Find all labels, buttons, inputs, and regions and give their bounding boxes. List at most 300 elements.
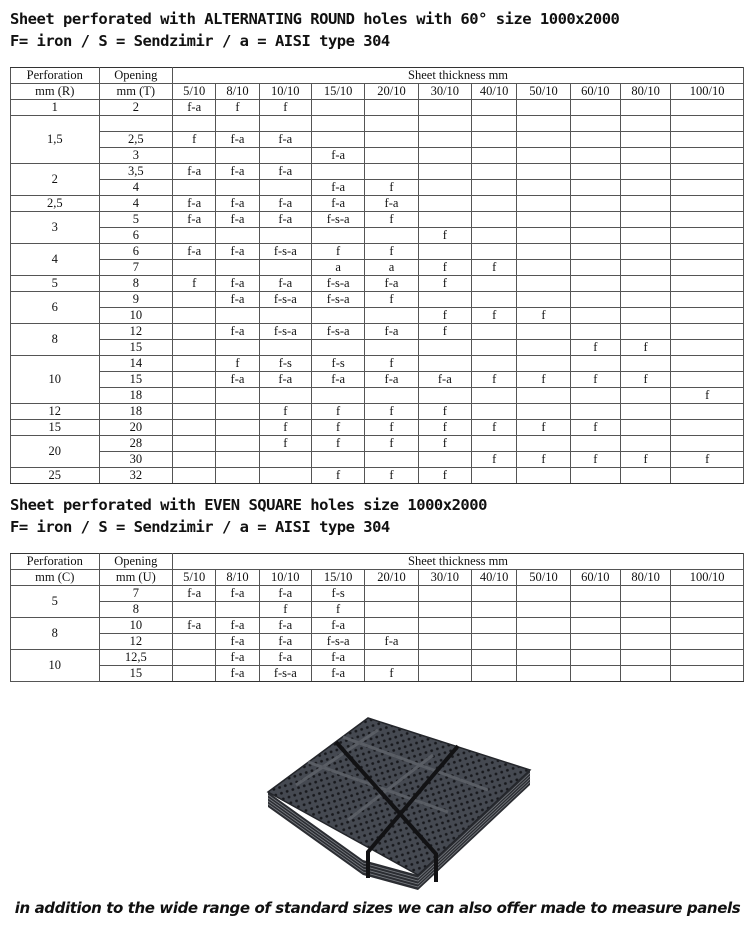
availability-cell <box>620 388 670 404</box>
availability-cell <box>216 180 259 196</box>
opening-value: 15 <box>99 372 172 388</box>
availability-cell: f <box>472 420 517 436</box>
availability-cell <box>472 356 517 372</box>
availability-cell <box>620 212 670 228</box>
availability-cell <box>173 148 216 164</box>
availability-cell <box>620 650 670 666</box>
thickness-label: 50/10 <box>517 84 570 100</box>
table-row <box>11 100 744 116</box>
opening-value: 12 <box>99 634 172 650</box>
availability-cell <box>472 666 517 682</box>
opening-value: 9 <box>99 292 172 308</box>
availability-cell <box>216 602 259 618</box>
availability-cell <box>517 276 570 292</box>
availability-cell <box>620 618 670 634</box>
availability-cell <box>472 100 517 116</box>
availability-cell: f <box>418 420 471 436</box>
availability-cell <box>517 618 570 634</box>
opening-value: 10 <box>99 308 172 324</box>
availability-cell <box>173 292 216 308</box>
perforation-header: Perforation <box>11 554 100 570</box>
thickness-label: 80/10 <box>620 570 670 586</box>
availability-cell <box>365 228 418 244</box>
availability-cell: f-a <box>311 196 364 212</box>
availability-cell <box>216 420 259 436</box>
availability-cell <box>517 292 570 308</box>
availability-cell <box>216 340 259 356</box>
availability-cell: f-s-a <box>259 324 311 340</box>
availability-cell <box>517 244 570 260</box>
thickness-label: 10/10 <box>259 84 311 100</box>
availability-cell <box>418 340 471 356</box>
availability-cell <box>259 468 311 484</box>
availability-cell <box>472 602 517 618</box>
availability-cell: f <box>570 372 620 388</box>
availability-cell <box>259 116 311 132</box>
availability-cell <box>570 260 620 276</box>
availability-cell <box>173 372 216 388</box>
availability-cell: f-a <box>216 666 259 682</box>
table-row <box>11 196 744 212</box>
availability-cell <box>620 666 670 682</box>
opening-value: 15 <box>99 666 172 682</box>
availability-cell <box>365 388 418 404</box>
table-row <box>11 180 744 196</box>
table-row <box>11 372 744 388</box>
perforation-value: 1 <box>11 100 100 116</box>
availability-cell <box>418 618 471 634</box>
availability-cell <box>472 468 517 484</box>
thickness-label: 40/10 <box>472 570 517 586</box>
availability-cell <box>570 116 620 132</box>
availability-cell <box>620 196 670 212</box>
availability-cell <box>570 356 620 372</box>
table-row <box>11 356 744 372</box>
availability-cell: f-a <box>173 212 216 228</box>
availability-cell: f <box>311 468 364 484</box>
opening-value: 2,5 <box>99 132 172 148</box>
availability-cell: f <box>570 340 620 356</box>
availability-cell <box>620 468 670 484</box>
availability-cell: f <box>671 452 744 468</box>
availability-cell <box>671 180 744 196</box>
availability-cell <box>671 404 744 420</box>
availability-cell <box>671 468 744 484</box>
perforation-value: 1,5 <box>11 116 100 164</box>
availability-cell <box>216 468 259 484</box>
availability-cell <box>472 618 517 634</box>
availability-cell <box>517 634 570 650</box>
availability-cell <box>472 634 517 650</box>
availability-cell: f <box>620 340 670 356</box>
opening-value: 10 <box>99 618 172 634</box>
availability-cell <box>620 436 670 452</box>
availability-cell: f-a <box>259 372 311 388</box>
availability-cell <box>472 228 517 244</box>
availability-cell <box>418 196 471 212</box>
availability-cell <box>472 116 517 132</box>
availability-cell: f-a <box>311 650 364 666</box>
availability-cell: f <box>365 212 418 228</box>
availability-cell: f-a <box>365 196 418 212</box>
availability-cell <box>671 276 744 292</box>
availability-cell: f-a <box>365 634 418 650</box>
thickness-label: 80/10 <box>620 84 670 100</box>
availability-cell: f <box>472 452 517 468</box>
table-row <box>11 634 744 650</box>
availability-cell: f-a <box>173 618 216 634</box>
availability-cell <box>216 452 259 468</box>
availability-cell <box>365 164 418 180</box>
availability-cell <box>365 586 418 602</box>
perforation-value: 10 <box>11 356 100 404</box>
availability-cell <box>418 388 471 404</box>
availability-cell: f-a <box>259 634 311 650</box>
availability-cell: f <box>259 436 311 452</box>
availability-cell <box>517 228 570 244</box>
availability-cell <box>311 100 364 116</box>
thickness-label: 15/10 <box>311 570 364 586</box>
availability-cell <box>418 634 471 650</box>
availability-cell <box>570 180 620 196</box>
availability-cell <box>311 228 364 244</box>
availability-cell <box>173 602 216 618</box>
opening-value: 28 <box>99 436 172 452</box>
availability-cell <box>671 666 744 682</box>
availability-cell <box>570 388 620 404</box>
table-row <box>11 436 744 452</box>
thickness-label: 20/10 <box>365 84 418 100</box>
perforation-value: 20 <box>11 436 100 468</box>
thickness-label: 10/10 <box>259 570 311 586</box>
availability-cell <box>517 164 570 180</box>
availability-cell <box>570 244 620 260</box>
availability-cell <box>365 340 418 356</box>
availability-cell <box>570 212 620 228</box>
availability-cell <box>671 292 744 308</box>
availability-cell <box>671 164 744 180</box>
table-row <box>11 586 744 602</box>
availability-cell <box>671 100 744 116</box>
table-row <box>11 388 744 404</box>
availability-cell <box>570 292 620 308</box>
opening-value: 8 <box>99 602 172 618</box>
availability-cell <box>517 356 570 372</box>
opening-value: 12,5 <box>99 650 172 666</box>
availability-cell <box>517 340 570 356</box>
table-row <box>11 292 744 308</box>
availability-cell: f <box>418 228 471 244</box>
availability-cell <box>671 650 744 666</box>
table-row <box>11 244 744 260</box>
availability-cell <box>472 292 517 308</box>
availability-cell <box>671 602 744 618</box>
perforation-value: 25 <box>11 468 100 484</box>
opening-value: 12 <box>99 324 172 340</box>
availability-cell: f <box>311 420 364 436</box>
availability-cell <box>311 388 364 404</box>
availability-cell <box>311 116 364 132</box>
availability-cell: f <box>570 420 620 436</box>
availability-cell <box>472 180 517 196</box>
stacked-perforated-sheets-photo <box>248 700 536 890</box>
availability-cell <box>671 372 744 388</box>
availability-cell <box>173 420 216 436</box>
table-row <box>11 468 744 484</box>
availability-cell: f <box>418 260 471 276</box>
availability-cell <box>472 148 517 164</box>
perforation-value: 2 <box>11 164 100 196</box>
availability-cell <box>472 650 517 666</box>
perforation-value: 5 <box>11 276 100 292</box>
availability-cell: a <box>365 260 418 276</box>
availability-cell <box>472 324 517 340</box>
thickness-label: 5/10 <box>173 570 216 586</box>
availability-cell: f-a <box>216 372 259 388</box>
availability-cell: f-a <box>259 276 311 292</box>
thickness-header: Sheet thickness mm <box>173 68 744 84</box>
availability-cell: f-a <box>173 244 216 260</box>
opening-value: 6 <box>99 228 172 244</box>
availability-cell <box>365 116 418 132</box>
thickness-label: 60/10 <box>570 84 620 100</box>
perforation-unit: mm (C) <box>11 570 100 586</box>
availability-cell <box>173 324 216 340</box>
availability-cell <box>173 468 216 484</box>
availability-cell <box>570 468 620 484</box>
opening-header: Opening <box>99 68 172 84</box>
availability-cell: f <box>365 244 418 260</box>
availability-cell: f <box>418 404 471 420</box>
thickness-label: 50/10 <box>517 570 570 586</box>
availability-cell <box>517 324 570 340</box>
availability-cell: f-a <box>216 292 259 308</box>
availability-cell <box>517 404 570 420</box>
perforation-value: 15 <box>11 420 100 436</box>
thickness-label: 8/10 <box>216 84 259 100</box>
availability-cell: f-a <box>418 372 471 388</box>
availability-cell <box>671 324 744 340</box>
table-row <box>11 602 744 618</box>
availability-cell <box>418 586 471 602</box>
availability-cell <box>517 468 570 484</box>
availability-cell <box>418 148 471 164</box>
opening-value: 7 <box>99 586 172 602</box>
perforation-value: 8 <box>11 324 100 356</box>
availability-cell <box>570 196 620 212</box>
availability-cell <box>365 148 418 164</box>
availability-cell: f <box>472 372 517 388</box>
availability-cell: f <box>365 356 418 372</box>
availability-cell <box>620 602 670 618</box>
availability-cell: f-a <box>173 586 216 602</box>
availability-cell: f <box>418 276 471 292</box>
availability-cell <box>216 436 259 452</box>
availability-cell <box>365 132 418 148</box>
availability-cell: f-a <box>173 196 216 212</box>
availability-cell <box>620 634 670 650</box>
availability-cell <box>620 308 670 324</box>
availability-cell <box>311 340 364 356</box>
opening-value: 4 <box>99 180 172 196</box>
availability-cell: f <box>365 436 418 452</box>
availability-cell <box>472 132 517 148</box>
square-holes-table <box>10 553 744 682</box>
availability-cell: f-a <box>173 100 216 116</box>
availability-cell: f <box>311 404 364 420</box>
availability-cell <box>570 324 620 340</box>
availability-cell <box>570 132 620 148</box>
opening-header: Opening <box>99 554 172 570</box>
availability-cell: f <box>517 452 570 468</box>
availability-cell <box>570 148 620 164</box>
opening-value: 18 <box>99 404 172 420</box>
availability-cell: f <box>365 666 418 682</box>
availability-cell <box>620 420 670 436</box>
availability-cell <box>570 164 620 180</box>
availability-cell: f <box>620 372 670 388</box>
perforation-value: 2,5 <box>11 196 100 212</box>
availability-cell <box>570 650 620 666</box>
opening-value: 30 <box>99 452 172 468</box>
table-row <box>11 420 744 436</box>
availability-cell <box>365 308 418 324</box>
availability-cell: f-a <box>311 372 364 388</box>
availability-cell: f <box>517 308 570 324</box>
availability-cell <box>259 260 311 276</box>
availability-cell <box>570 308 620 324</box>
availability-cell <box>620 100 670 116</box>
availability-cell <box>517 196 570 212</box>
thickness-label: 20/10 <box>365 570 418 586</box>
thickness-label: 8/10 <box>216 570 259 586</box>
availability-cell <box>365 650 418 666</box>
thickness-label: 15/10 <box>311 84 364 100</box>
availability-cell: f-a <box>259 196 311 212</box>
availability-cell <box>517 436 570 452</box>
availability-cell <box>472 164 517 180</box>
availability-cell: f-a <box>173 164 216 180</box>
perforation-value: 6 <box>11 292 100 324</box>
availability-cell <box>517 388 570 404</box>
availability-cell: f <box>517 420 570 436</box>
availability-cell <box>365 452 418 468</box>
availability-cell: f-s-a <box>311 634 364 650</box>
availability-cell <box>671 196 744 212</box>
table-row <box>11 340 744 356</box>
availability-cell <box>671 356 744 372</box>
availability-cell: f-a <box>216 132 259 148</box>
round-title-line1: Sheet perforated with ALTERNATING ROUND holes with 60° size 1000x2000 <box>10 10 620 28</box>
availability-cell <box>418 132 471 148</box>
opening-unit: mm (T) <box>99 84 172 100</box>
availability-cell <box>620 132 670 148</box>
availability-cell: f-a <box>259 586 311 602</box>
availability-cell: f-a <box>365 276 418 292</box>
availability-cell: f-s-a <box>311 212 364 228</box>
table-row <box>11 618 744 634</box>
availability-cell <box>517 650 570 666</box>
availability-cell <box>365 618 418 634</box>
availability-cell <box>472 436 517 452</box>
availability-cell: f <box>365 468 418 484</box>
table-row <box>11 132 744 148</box>
availability-cell: f <box>671 388 744 404</box>
availability-cell: f <box>173 276 216 292</box>
availability-cell: f <box>259 602 311 618</box>
availability-cell: f-a <box>216 212 259 228</box>
availability-cell <box>216 388 259 404</box>
availability-cell <box>620 404 670 420</box>
availability-cell: f-s-a <box>259 666 311 682</box>
availability-cell <box>418 164 471 180</box>
availability-cell <box>173 116 216 132</box>
availability-cell: f <box>311 244 364 260</box>
availability-cell <box>259 180 311 196</box>
availability-cell: f-a <box>216 634 259 650</box>
availability-cell: f <box>259 100 311 116</box>
table-row <box>11 650 744 666</box>
availability-cell <box>311 452 364 468</box>
availability-cell <box>620 244 670 260</box>
table-row <box>11 324 744 340</box>
availability-cell: f-a <box>259 132 311 148</box>
availability-cell <box>620 586 670 602</box>
availability-cell: f-s-a <box>311 324 364 340</box>
availability-cell <box>671 618 744 634</box>
availability-cell <box>671 244 744 260</box>
availability-cell <box>173 260 216 276</box>
availability-cell <box>173 228 216 244</box>
availability-cell <box>173 404 216 420</box>
availability-cell: f <box>365 292 418 308</box>
availability-cell <box>472 586 517 602</box>
availability-cell <box>517 602 570 618</box>
availability-cell <box>418 292 471 308</box>
availability-cell <box>259 308 311 324</box>
availability-cell <box>671 420 744 436</box>
availability-cell <box>173 650 216 666</box>
availability-cell <box>620 292 670 308</box>
availability-cell <box>173 436 216 452</box>
availability-cell: f-a <box>259 618 311 634</box>
availability-cell <box>418 452 471 468</box>
availability-cell <box>620 116 670 132</box>
availability-cell <box>517 260 570 276</box>
availability-cell: f <box>365 420 418 436</box>
thickness-label: 5/10 <box>173 84 216 100</box>
opening-value: 4 <box>99 196 172 212</box>
availability-cell: f <box>259 420 311 436</box>
availability-cell <box>671 436 744 452</box>
availability-cell <box>517 212 570 228</box>
round-holes-table <box>10 67 744 484</box>
availability-cell <box>472 388 517 404</box>
perforation-value: 5 <box>11 586 100 618</box>
availability-cell <box>570 634 620 650</box>
square-title <box>10 494 487 538</box>
availability-cell: f-a <box>216 196 259 212</box>
availability-cell <box>570 276 620 292</box>
availability-cell: f <box>216 356 259 372</box>
opening-value: 20 <box>99 420 172 436</box>
availability-cell: f-a <box>216 586 259 602</box>
availability-cell: f-s <box>259 356 311 372</box>
availability-cell <box>517 586 570 602</box>
availability-cell: f-a <box>216 650 259 666</box>
table-row <box>11 260 744 276</box>
thickness-label: 40/10 <box>472 84 517 100</box>
